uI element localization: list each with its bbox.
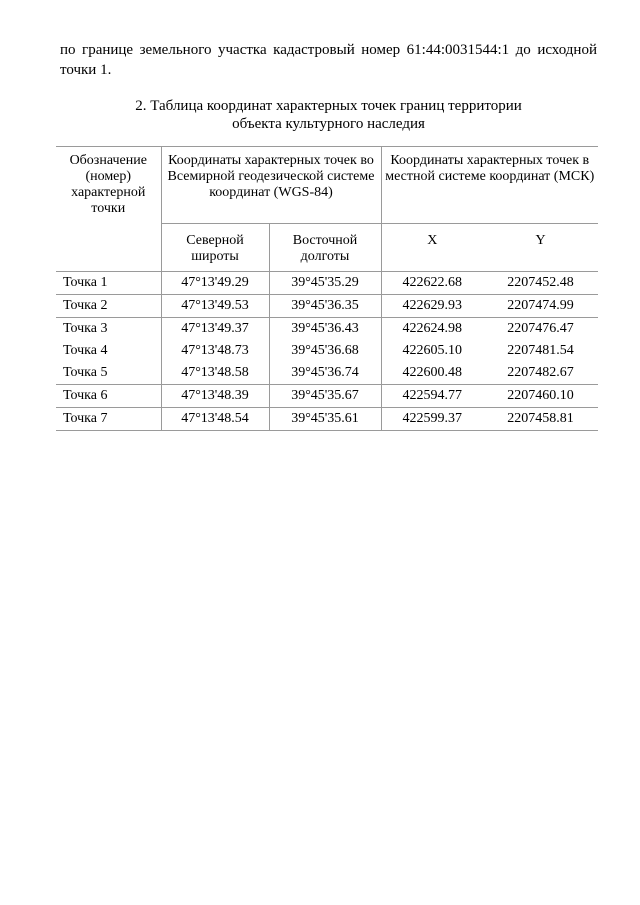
cell-longitude: 39°45'36.43 [269, 318, 381, 341]
cell-point: Точка 3 [56, 318, 161, 341]
coordinates-table [56, 146, 598, 431]
cell-latitude: 47°13'49.29 [161, 272, 269, 295]
cell-x: 422622.68 [402, 275, 462, 290]
cell-y: 2207460.10 [507, 388, 574, 403]
table-row [56, 272, 598, 295]
subheader-x: X [381, 224, 483, 272]
cell-longitude: 39°45'36.74 [269, 362, 381, 385]
cell-x: 422594.77 [402, 388, 462, 403]
cell-y: 2207474.99 [507, 298, 574, 313]
cell-y: 2207458.81 [507, 411, 574, 426]
cell-y: 2207476.47 [507, 321, 574, 336]
cell-latitude: 47°13'48.73 [161, 340, 269, 362]
table-row [56, 362, 598, 385]
cell-x: 422599.37 [402, 411, 462, 426]
cell-point: Точка 6 [56, 385, 161, 408]
header-msk-coordinates: Координаты характерных точек в местной системе координат (МСК) [385, 153, 595, 184]
cell-y: 2207452.48 [507, 275, 574, 290]
cell-x: 422605.10 [402, 343, 462, 358]
table-row [56, 318, 598, 341]
header-point-designation: Обозначение (номер) характерной точки [56, 147, 161, 272]
intro-paragraph: по границе земельного участка кадастровый номер 61:44:0031544:1 до исходной точки 1. [60, 42, 597, 78]
table-body [56, 272, 598, 431]
cell-point: Точка 2 [56, 295, 161, 318]
cell-point: Точка 5 [56, 362, 161, 385]
table-caption [60, 97, 597, 133]
caption-line-1: 2. Таблица координат характерных точек границ территории [135, 98, 522, 114]
cell-x: 422600.48 [402, 365, 462, 380]
cell-point: Точка 4 [56, 340, 161, 362]
cell-point: Точка 1 [56, 272, 161, 295]
cell-longitude: 39°45'35.29 [269, 272, 381, 295]
subheader-latitude: Северной широты [161, 224, 269, 272]
table-row [56, 295, 598, 318]
cell-y: 2207482.67 [507, 365, 574, 380]
cell-x: 422624.98 [402, 321, 462, 336]
subheader-y: Y [483, 224, 598, 272]
table-row [56, 385, 598, 408]
cell-y: 2207481.54 [507, 343, 574, 358]
cell-latitude: 47°13'49.37 [161, 318, 269, 341]
cell-latitude: 47°13'48.54 [161, 408, 269, 431]
cell-latitude: 47°13'49.53 [161, 295, 269, 318]
cell-latitude: 47°13'48.39 [161, 385, 269, 408]
cell-latitude: 47°13'48.58 [161, 362, 269, 385]
table-row [56, 340, 598, 362]
cell-longitude: 39°45'36.35 [269, 295, 381, 318]
subheader-longitude: Восточной долготы [269, 224, 381, 272]
cell-longitude: 39°45'35.61 [269, 408, 381, 431]
caption-line-2: объекта культурного наследия [232, 116, 425, 132]
table-row [56, 408, 598, 431]
cell-longitude: 39°45'35.67 [269, 385, 381, 408]
header-wgs84-coordinates: Координаты характерных точек во Всемирной геодезической системе координат (WGS-84) [161, 147, 381, 224]
cell-x: 422629.93 [402, 298, 462, 313]
cell-longitude: 39°45'36.68 [269, 340, 381, 362]
cell-point: Точка 7 [56, 408, 161, 431]
